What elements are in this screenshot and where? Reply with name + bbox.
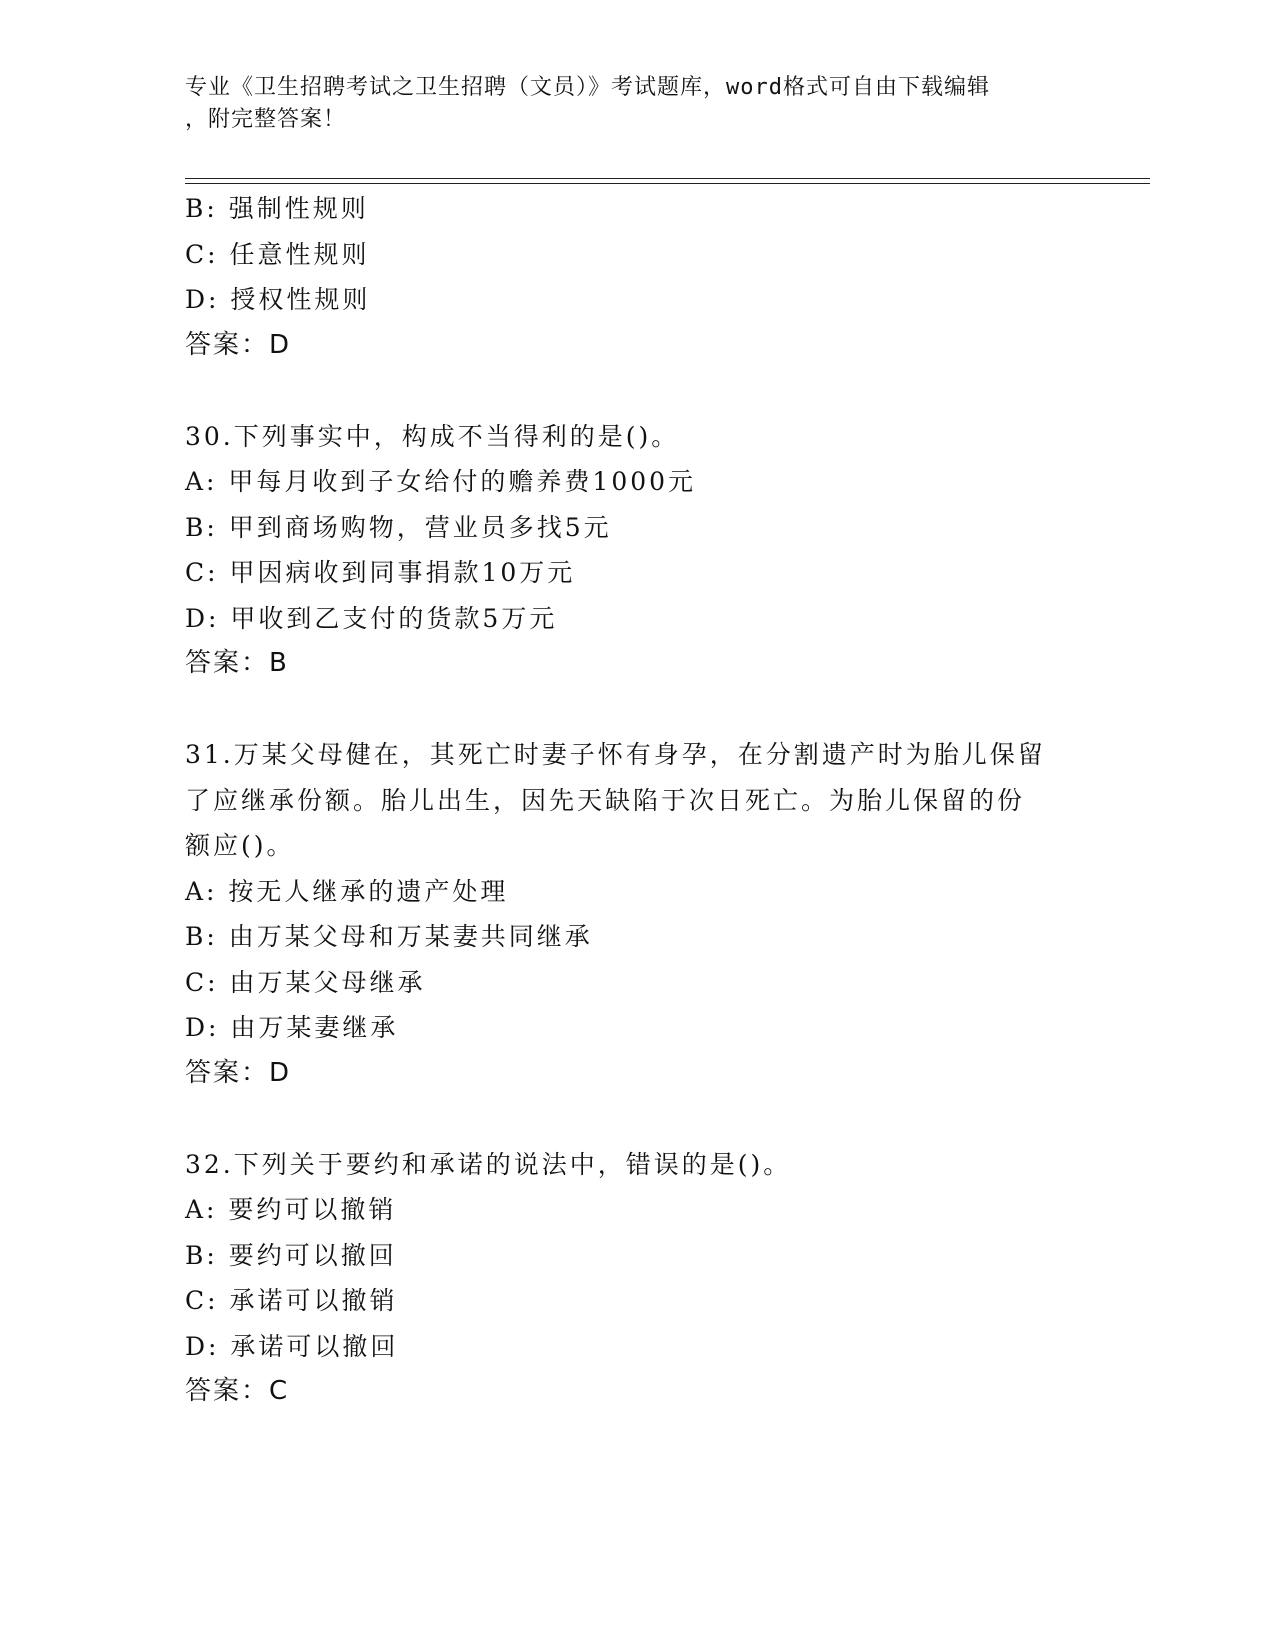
option-b: B: 由万某父母和万某妻共同继承 (185, 922, 593, 951)
option-b: B: 强制性规则 (185, 194, 369, 223)
question-list (185, 186, 1085, 1415)
option-c: C: 任意性规则 (185, 239, 370, 269)
question-30 (185, 414, 1085, 687)
question-stem-line-3: 额应()。 (185, 831, 295, 860)
question-stem-line-1: 31.万某父母健在，其死亡时妻子怀有身孕，在分割遗产时为胎儿保留 (185, 740, 1046, 769)
option-d: D: 承诺可以撤回 (185, 1331, 399, 1361)
option-b: B: 甲到商场购物，营业员多找5元 (185, 512, 612, 542)
option-d: D: 授权性规则 (185, 285, 371, 314)
option-d: D: 由万某妻继承 (185, 1013, 399, 1042)
option-c: C: 承诺可以撤销 (185, 1286, 398, 1315)
option-d: D: 甲收到乙支付的货款5万元 (185, 603, 558, 633)
option-a: A: 要约可以撤销 (185, 1195, 397, 1224)
option-c: C: 甲因病收到同事捐款10万元 (185, 558, 576, 587)
question-31 (185, 732, 1085, 1096)
question-stem-line-2: 了应继承份额。胎儿出生，因先天缺陷于次日死亡。为胎儿保留的份 (185, 785, 1026, 815)
option-a: A: 按无人继承的遗产处理 (185, 876, 509, 906)
option-c: C: 由万某父母继承 (185, 967, 426, 997)
header-line-2: ，附完整答案！ (185, 107, 347, 132)
previous-question-block (185, 186, 1085, 368)
header-line-1: 专业《卫生招聘考试之卫生招聘（文员）》考试题库，word格式可自由下载编辑 (185, 75, 990, 100)
header-divider-top (185, 178, 1150, 179)
question-stem: 30.下列事实中，构成不当得利的是()。 (185, 421, 680, 451)
option-a: A: 甲每月收到子女给付的赡养费1000元 (185, 467, 697, 496)
question-32 (185, 1142, 1085, 1415)
answer-line: 答案：B (185, 648, 289, 678)
question-stem: 32.下列关于要约和承诺的说法中，错误的是()。 (185, 1149, 792, 1179)
spacer (185, 687, 1085, 733)
answer-line: 答案：D (185, 1057, 292, 1088)
header-divider-bottom (185, 183, 1150, 184)
option-b: B: 要约可以撤回 (185, 1240, 397, 1270)
document-header (185, 72, 1085, 136)
answer-line: 答案：C (185, 1376, 290, 1406)
spacer (185, 368, 1085, 414)
answer-line: 答案：D (185, 329, 292, 360)
spacer (185, 1096, 1085, 1142)
